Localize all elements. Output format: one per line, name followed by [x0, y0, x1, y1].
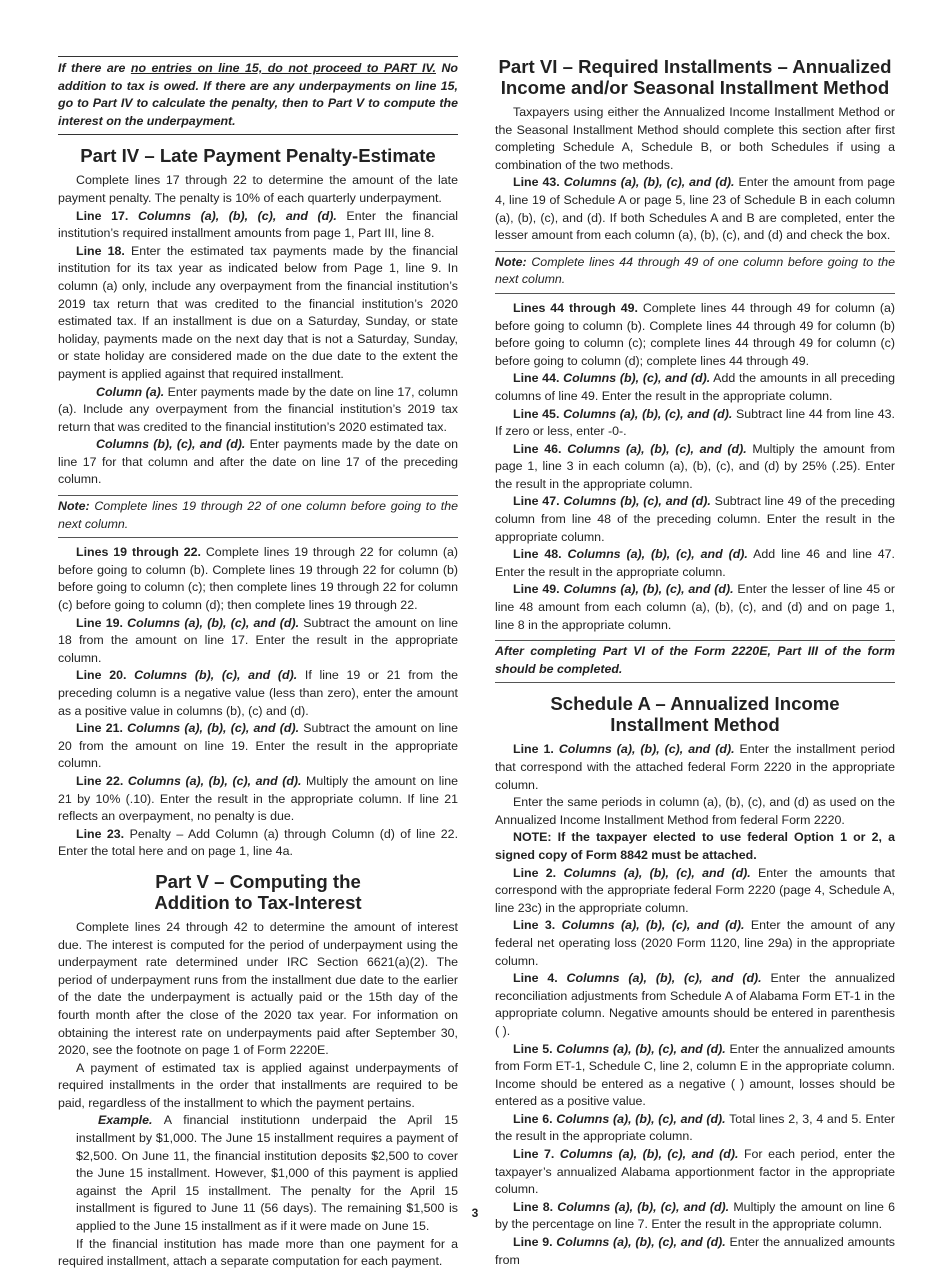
sched-line5: Line 5. Columns (a), (b), (c), and (d). Enter the annualized amounts from Form ET-1, Schedule C, line 2, column E in the appropriate column. Income should be entered as a negative ( ) amount, losses should be entered as a positive value. [495, 1041, 895, 1109]
schedule-a-heading: Schedule A – Annualized Income Installment Method [550, 693, 840, 736]
line44: Line 44. Columns (b), (c), and (d). Add the amounts in all preceding columns of line 49. Enter the result in the appropriate column. [495, 371, 896, 403]
line45: Line 45. Columns (a), (b), (c), and (d). Subtract line 44 from line 43. If zero or less, enter -0-. [495, 406, 895, 439]
line21: Line 21. Columns (a), (b), (c), and (d). Subtract the amount on line 20 from the amount on line 19. Enter the result in the appropriate column. [58, 721, 458, 771]
line43: Line 43. Columns (a), (b), (c), and (d). Enter the amount from page 4, line 19 of Schedule A or page 5, line 23 of Schedule B in each column (a), (b), (c), and (d). If both Schedules A and B are completed, enter the lesser amount from each column (a), (b), (c), and (d) and check the box. [495, 175, 895, 243]
sched-line3: Line 3. Columns (a), (b), (c), and (d). Enter the amount of any federal net operating loss (2020 Form 1120, line 29a) in the appropriate column. [495, 918, 895, 968]
part4-intro: Complete lines 17 through 22 to determine the amount of the late payment penalty. The penalty is 10% of each quarterly underpayment. [58, 173, 458, 205]
column-a: Column (a). Enter payments made by the date on line 17, column (a). Include any overpayment from the financial institution’s 2019 tax return that was credited to the financial institution’s 2020 estimated tax. [58, 384, 458, 434]
line47: Line 47. Columns (b), (c), and (d). Subtract line 49 of the preceding column from line 48 of the preceding column. Enter the result in the appropriate column. [495, 494, 895, 544]
line17: Line 17. Columns (a), (b), (c), and (d). Enter the financial institution’s required installment amounts from page 1, Part III, line 8. [58, 208, 458, 241]
line48: Line 48. Columns (a), (b), (c), and (d). Add line 46 and line 47. Enter the result in the appropriate column. [495, 547, 895, 579]
part5-heading: Part V – Computing the Addition to Tax-Interest [154, 870, 362, 913]
right-column [495, 56, 895, 1269]
line23: Line 23. Penalty – Add Column (a) through Column (d) of line 22. Enter the total here and on page 1, line 4a. [58, 826, 459, 859]
left-column [58, 56, 458, 1271]
note-lines-19-22: Note: Complete lines 19 through 22 of one column before going to the next column. [58, 495, 458, 538]
columns-bcd: Columns (b), (c), and (d). Enter payments made by the date on line 17 for that column and after the date on line 17 of the preceding column. [58, 437, 459, 487]
part5-payment: A payment of estimated tax is applied against underpayments of required installments in the order that installments are required to be paid, regardless of the installment to which the payment pertains. [58, 1060, 458, 1110]
note-lines-44-49: Note: Complete lines 44 through 49 of one column before going to the next column. [495, 251, 895, 294]
sched-line4: Line 4. Columns (a), (b), (c), and (d). Enter the annualized reconciliation adjustments from Schedule A of Alabama Form ET-1 in the appropriate column. Negative amounts should be entered in parenthesis ( ). [495, 971, 895, 1038]
line49: Line 49. Columns (a), (b), (c), and (d). Enter the lesser of line 45 or line 48 amount from each column (a), (b), (c), and (d) and on page 1, line 8 in the appropriate column. [495, 582, 895, 632]
sched-line2: Line 2. Columns (a), (b), (c), and (d). Enter the amounts that correspond with the appropriate federal Form 2220 (page 4, Schedule A, line 23c) in the appropriate column. [495, 865, 895, 915]
sched-line9: Line 9. Columns (a), (b), (c), and (d). Enter the annualized amounts from [495, 1235, 895, 1267]
part5-intro: Complete lines 24 through 42 to determine the amount of interest due. The interest is computed for the period of underpayment using the underpayment rate determined under IRC Section 6621(a)(2). The period of underpayment runs from the installment due date to the earlier of the date the underpayment is actually paid or the 15th day of the fourth month after the close of the 2020 tax year. For information on obtaining the interest rate on underpayments paid after September 30, 2020, see the footnote on page 1 of Form 2220E. [58, 919, 458, 1058]
intro-text: If there are [58, 61, 131, 75]
sched-note: NOTE: If the taxpayer elected to use federal Option 1 or 2, a signed copy of Form 8842 must be attached. [495, 830, 895, 862]
line19: Line 19. Columns (a), (b), (c), and (d). Subtract the amount on line 18 from the amount on line 17. Enter the result in the appropriate column. [58, 615, 458, 665]
after-part6-note: After completing Part VI of the Form 2220E, Part III of the form should be completed. [495, 640, 895, 683]
intro-text-cont: No addition to tax is owed. If there are any underpayments on line 15, go to Part IV to calculate the penalty, then to Part V to compute the interest on the underpayment. [58, 61, 458, 128]
line20: Line 20. Columns (b), (c), and (d). If line 19 or 21 from the preceding column is a negative value (less than zero), enter the amount as a positive value in columns (b), (c) and (d). [58, 668, 459, 718]
part5-multiple-payments: If the financial institution has made more than one payment for a required installment, attach a separate computation for each payment. [58, 1236, 458, 1269]
sched-line1: Line 1. Columns (a), (b), (c), and (d). Enter the installment period that correspond with the attached federal Form 2220 in the appropriate column. [495, 742, 895, 792]
line22: Line 22. Columns (a), (b), (c), and (d). Multiply the amount on line 21 by 10% (.10). Enter the result in the appropriate column. If line 21 reflects an overpayment, no penalty is due. [58, 773, 458, 824]
part4-heading: Part IV – Late Payment Penalty-Estimate [80, 145, 436, 167]
line18: Line 18. Enter the estimated tax payments made by the financial institution for its tax year as indicated below from Page 1, line 9. In column (a) only, include any overpayment from the financial institution’s 2019 tax return that was credited to the financial institution’s 2020 estimated tax. If an installment is due on a Saturday, Sunday, or state holiday, payments made on the next day that is not a Saturday, Sunday, or state holiday are considered made on the due date to the extent the payment is applied against that required installment. [58, 243, 458, 381]
example: Example. A financial institutionn underpaid the April 15 installment by $1,000. The June 15 installment requires a payment of $2,500. On June 11, the financial institution deposits $2,500 to cover the June 15 installment. However, $1,000 of this payment is applied against the April 15 installment. The penalty for the April 15 installment is figured to June 11 (56 days). The remaining $1,500 is applied to the June 15 installment as if it were made on June 15. [76, 1113, 458, 1234]
intro-underlined: no entries on line 15, do not proceed to PART IV. [130, 61, 436, 75]
lines44-49: Lines 44 through 49. Complete lines 44 through 49 for column (a) before going to column (b). Complete lines 44 through 49 for column (b) before going to column (c); complete lines 44 through 49 for column (c) before going to column (d); complete lines 44 through 49. [495, 300, 895, 368]
page-number: 3 [471, 1206, 479, 1220]
part6-heading: Part VI – Required Installments – Annualized Income and/or Seasonal Installment Method [498, 56, 892, 98]
intro-note [58, 60, 458, 135]
sched-line7: Line 7. Columns (a), (b), (c), and (d). For each period, enter the taxpayer’s annualized Alabama apportionment factor in the appropriate column. [495, 1147, 895, 1197]
part6-intro: Taxpayers using either the Annualized Income Installment Method or the Seasonal Installment Method should complete this section after first completing Schedule A, Schedule B, or both Schedules if using a combination of the two methods. [495, 105, 895, 172]
sched-line1-periods: Enter the same periods in column (a), (b), (c), and (d) as used on the Annualized Income Installment Method from federal Form 2220. [495, 795, 895, 827]
lines19-22: Lines 19 through 22. Complete lines 19 through 22 for column (a) before going to column (b). Complete lines 19 through 22 for column (b) before going to column (c); then complete lines 19 through 22 for column (c) before going to column (d); then complete lines 19 through 22. [58, 545, 458, 613]
sched-line8: Line 8. Columns (a), (b), (c), and (d). Multiply the amount on line 6 by the percentage on line 7. Enter the result in the appropriate column. [495, 1199, 895, 1232]
sched-line6: Line 6. Columns (a), (b), (c), and (d). Total lines 2, 3, 4 and 5. Enter the result in the appropriate column. [495, 1111, 895, 1144]
top-rule [58, 56, 458, 57]
line46: Line 46. Columns (a), (b), (c), and (d). Multiply the amount from page 1, line 3 in each column (a), (b), (c), and (d) by 25% (.25). Enter the result in the appropriate column. [495, 441, 895, 491]
